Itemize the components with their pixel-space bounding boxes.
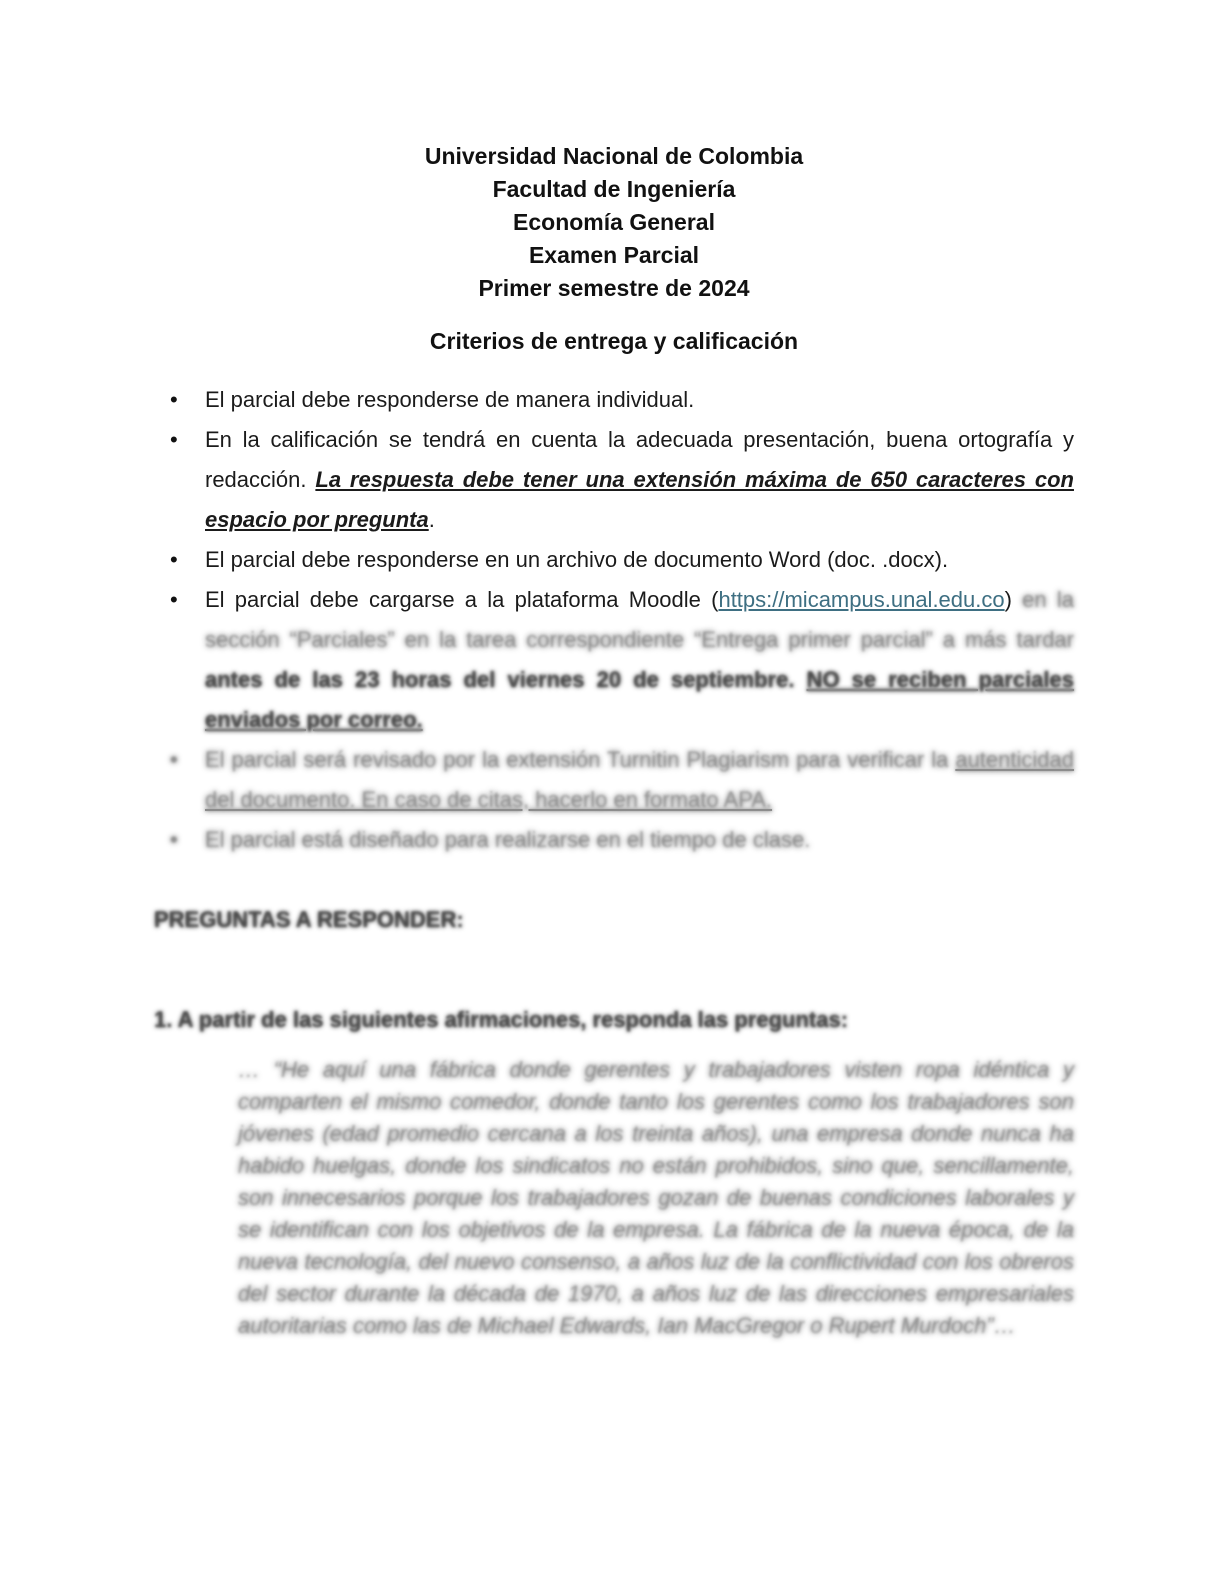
questions-section-heading (154, 900, 1074, 940)
bullet-text: El parcial debe cargarse a la plataforma Moodle ( (205, 587, 719, 612)
blurred-text: El parcial será revisado por la extensión Turnitin Plagiarism para verificar la (205, 747, 949, 772)
bullet-icon: • (170, 427, 178, 452)
bullet-text: En la calificación se tendrá en cuenta la adecuada presentación, buena ortografía y redacción. (205, 427, 1074, 492)
title-line-faculty: Facultad de Ingeniería (492, 176, 736, 202)
blurred-apa-text: autenticidad del documento. En caso de citas, hacerlo en formato APA. (205, 747, 1074, 812)
question-1-prompt (154, 1000, 1074, 1040)
bullet-icon: • (170, 547, 178, 572)
bullet-icon: • (170, 587, 178, 612)
title-line-course: Economía General (513, 209, 715, 235)
title-line-university: Universidad Nacional de Colombia (424, 143, 804, 169)
bullet-text: El parcial debe responderse en un archivo de documento Word (doc. .docx). (205, 547, 949, 572)
blurred-text: en la sección “Parciales” en la tarea correspondiente “Entrega primer parcial” a más tardar (205, 587, 1074, 652)
moodle-link[interactable]: https://micampus.unal.edu.co (718, 587, 1005, 612)
document-content (154, 140, 1074, 1342)
blurred-deadline-text: antes de las 23 horas del viernes 20 de septiembre. (205, 667, 795, 692)
title-line-semester: Primer semestre de 2024 (478, 275, 750, 301)
question-1-quote (238, 1054, 1074, 1342)
criteria-section-heading: Criterios de entrega y calificación (429, 328, 799, 354)
bullet-text-emphasis: La respuesta debe tener una extensión máxima de 650 caracteres con espacio por pregunta (205, 467, 1074, 532)
bullet-icon: • (170, 387, 178, 412)
list-item-class-time (154, 820, 1074, 860)
list-item-calificacion (154, 420, 1074, 540)
blurred-no-email-text: NO se reciben parciales enviados por correo. (205, 667, 1074, 732)
list-item-turnitin (154, 740, 1074, 820)
bullet-icon: • (170, 827, 178, 852)
criteria-list (154, 380, 1074, 860)
title-line-exam: Examen Parcial (528, 242, 700, 268)
bullet-icon: • (170, 747, 178, 772)
bullet-text-period: . (428, 507, 435, 532)
blurred-heading-text: PREGUNTAS A RESPONDER: (154, 907, 464, 932)
blurred-quote-text: … “He aquí una fábrica donde gerentes y trabajadores visten ropa idéntica y comparten el mismo comedor, donde tanto los gerentes como los trabajadores son jóvenes (edad promedio cercana a los treinta años), una empresa donde nunca ha habido huelgas, donde los sindicatos no están prohibidos, sino que, sencillamente, son innecesarios porque los trabajadores gozan de buenas condiciones laborales y se identifican con los objetivos de la empresa. La fábrica de la nueva época, de la nueva tecnología, del nuevo consenso, a años luz de la conflictividad con los obreros del sector durante la década de 1970, a años luz de las direcciones empresariales autoritarias como las de Michael Edwards, Ian MacGregor o Rupert Murdoch”… (238, 1057, 1074, 1338)
bullet-text: El parcial debe responderse de manera individual. (205, 387, 695, 412)
list-item-word-file (154, 540, 1074, 580)
blurred-question-text: 1. A partir de las siguientes afirmaciones, responda las preguntas: (154, 1007, 849, 1032)
list-item-individual (154, 380, 1074, 420)
bullet-text-paren: ) (1004, 587, 1012, 612)
document-title-block (154, 140, 1074, 305)
blurred-text: El parcial está diseñado para realizarse en el tiempo de clase. (205, 827, 811, 852)
list-item-moodle-upload (154, 580, 1074, 740)
